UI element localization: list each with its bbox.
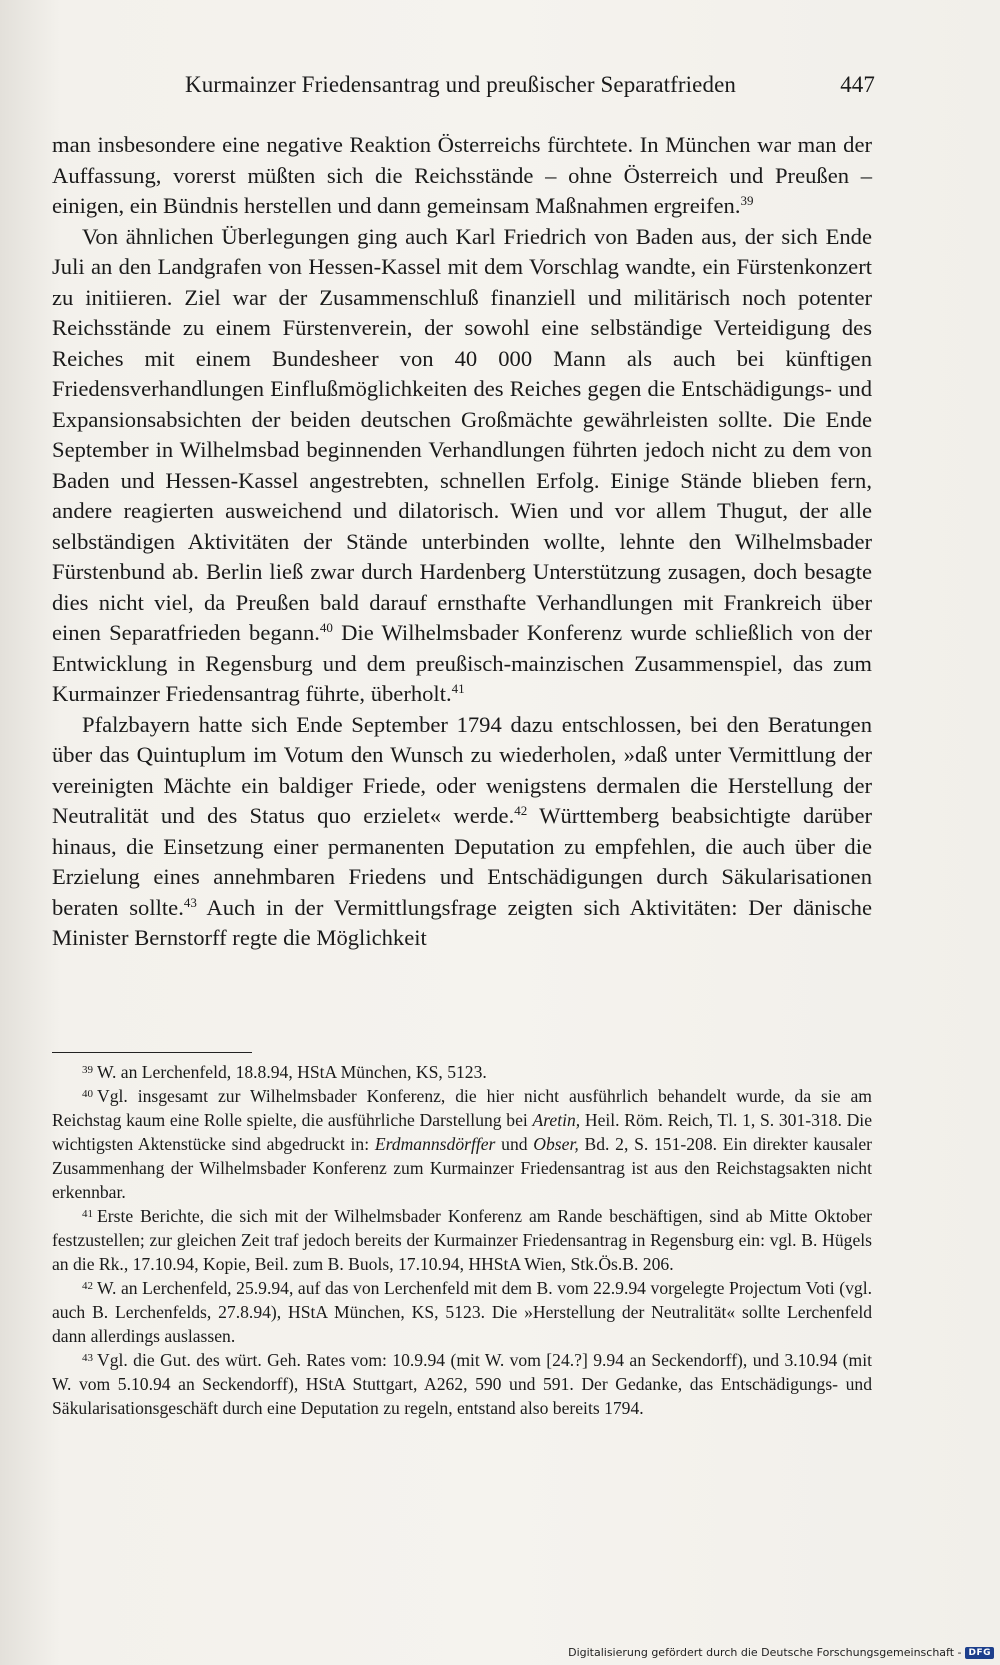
footnote-text: und [495, 1134, 534, 1154]
paragraph-3-text-c: Auch in der Vermittlungsfrage zeigten sich Aktivitäten: Der dänische Minister Bernstorff regte die Möglichkeit [52, 894, 872, 950]
footnote-number: 43 [82, 1352, 93, 1364]
main-text [52, 130, 872, 954]
dfg-logo-icon: DFG [965, 1647, 994, 1659]
footnote-text: Heil. Röm. Reich, Tl. 1, S. 301-318. Die wichtigsten Aktenstücke sind abgedruckt in: [52, 1110, 873, 1154]
paragraph-3 [52, 710, 872, 954]
footnote-39 [52, 1060, 872, 1084]
page-number: 447 [840, 72, 875, 97]
footnote-number: 39 [82, 1064, 93, 1076]
footnote-40 [52, 1084, 872, 1204]
footnote-text: W. an Lerchenfeld, 18.8.94, HStA München, KS, 5123. [97, 1062, 487, 1082]
footnote-41 [52, 1204, 872, 1276]
footnote-ref-40: 40 [319, 620, 333, 635]
author-erdmannsdoerffer: Erdmannsdörffer [374, 1134, 496, 1154]
paragraph-2-text-b: Die Wilhelmsbader Konferenz wurde schließlich von der Entwicklung in Regensburg und dem preußisch-mainzischen Zusammenspiel, das zum Kurmainzer Friedensantrag führte, überholt. [52, 620, 872, 706]
footnote-43 [52, 1348, 872, 1420]
footnote-text: Erste Berichte, die sich mit der Wilhelmsbader Konferenz am Rande beschäftigen, sind ab Mitte Oktober festzustellen; zur gleichen Zeit traf jedoch bereits der Kurmainzer Friedensantrag in Regensburg ein: vgl. B. Hügels an die Rk., 17.10.94, Kopie, Beil. zum B. Buols, 17.10.94, HHStA Wien, Stk.Ös.B. 206. [52, 1206, 872, 1274]
footnote-text: Bd. 2, S. 151-208. Ein direkter kausaler Zusammenhang der Wilhelmsbader Konferenz zum Kurmainzer Friedensantrag ist aus den Reichstagsakten nicht erkennbar. [52, 1134, 873, 1202]
running-title: Kurmainzer Friedensantrag und preußischer Separatfrieden [185, 72, 736, 97]
footnote-ref-41: 41 [451, 681, 465, 696]
digitization-credit [568, 1646, 994, 1659]
author-obser: Obser, [533, 1134, 579, 1154]
footnote-ref-42: 42 [514, 803, 528, 818]
footnote-number: 41 [82, 1208, 93, 1220]
footnote-number: 42 [82, 1280, 93, 1292]
footnote-42 [52, 1276, 872, 1348]
footnotes [52, 1060, 872, 1420]
footnote-text: W. an Lerchenfeld, 25.9.94, auf das von Lerchenfeld mit dem B. vom 22.9.94 vorgelegte Projectum Voti (vgl. auch B. Lerchenfelds, 27.8.94), HStA München, KS, 5123. Die »Herstellung der Neutralität« sollte Lerchenfeld dann allerdings auslassen. [52, 1278, 872, 1346]
paragraph-3-text-a: Pfalzbayern hatte sich Ende September 1794 dazu entschlossen, bei den Beratungen über das Quintuplum im Votum den Wunsch zu wiederholen, »daß unter Vermittlung der vereinigten Mächte ein baldiger Friede, oder wenigstens dermalen die Herstellung der Neutralität und des Status quo erzielet« werde. [52, 711, 872, 828]
paragraph-1 [52, 130, 872, 222]
paragraph-3-text-b: Württemberg beabsichtigte darüber hinaus, die Einsetzung einer permanenten Deputation zu empfehlen, die auch über die Erzielung eines annehmbaren Friedens und Entschädigungen durch Säkularisationen beraten sollte. [52, 803, 872, 920]
footnote-divider [52, 1052, 252, 1053]
footnote-number: 40 [82, 1088, 93, 1100]
paragraph-2-text-a: Von ähnlichen Überlegungen ging auch Karl Friedrich von Baden aus, der sich Ende Juli an den Landgrafen von Hessen-Kassel mit dem Vorschlag wandte, ein Fürstenkonzert zu initiieren. Ziel war der Zusammenschluß finanziell und militärisch noch potenter Reichsstände zu einem Fürstenverein, der sowohl eine selbständige Verteidigung des Reiches mit einem Bundesheer von 40 000 Mann als auch bei künftigen Friedensverhandlungen Einflußmöglichkeiten des Reiches gegen die Entschädigungs- und Expansionsabsichten der beiden deutschen Großmächte gewährleisten sollte. Die Ende September in Wilhelmsbad beginnenden Verhandlungen führten jedoch nicht zu dem von Baden und Hessen-Kassel angestrebten, schnellen Erfolg. Einige Stände blieben fern, andere reagierten ausweichend und dilatorisch. Wien und vor allem Thugut, der alle selbständigen Aktivitäten der Stände unterbinden wollte, lehnte den Wilhelmsbader Fürstenbund ab. Berlin ließ zwar durch Hardenberg Unterstützung zusagen, doch besagte dies nicht viel, da Preußen bald darauf ernsthafte Verhandlungen mit Frankreich über einen Separatfrieden begann. [52, 223, 872, 645]
paragraph-1-text: man insbesondere eine negative Reaktion Österreichs fürchtete. In München war man der Auffassung, vorerst müßten sich die Reichsstände – ohne Österreich und Preußen – einigen, ein Bündnis herstellen und dann gemeinsam Maßnahmen ergreifen. [52, 132, 872, 218]
footnote-ref-43: 43 [183, 894, 197, 910]
author-aretin: Aretin, [532, 1110, 581, 1130]
paragraph-2 [52, 222, 872, 710]
credit-text: Digitalisierung gefördert durch die Deutsche Forschungsgemeinschaft - [568, 1646, 962, 1659]
footnote-text: Vgl. insgesamt zur Wilhelmsbader Konferenz, die hier nicht ausführlich behandelt wurde, da sie am Reichstag kaum eine Rolle spielte, die ausführliche Darstellung bei [52, 1086, 872, 1130]
footnote-ref-39: 39 [740, 193, 754, 208]
footnote-text: Vgl. die Gut. des würt. Geh. Rates vom: 10.9.94 (mit W. vom [24.?] 9.94 an Seckendorff), und 3.10.94 (mit W. vom 5.10.94 an Seckendorff), HStA Stuttgart, A262, 590 und 591. Der Gedanke, das Entschädigungs- und Säkularisationsgeschäft durch eine Deputation zu regeln, entstand also bereits 1794. [52, 1350, 872, 1418]
